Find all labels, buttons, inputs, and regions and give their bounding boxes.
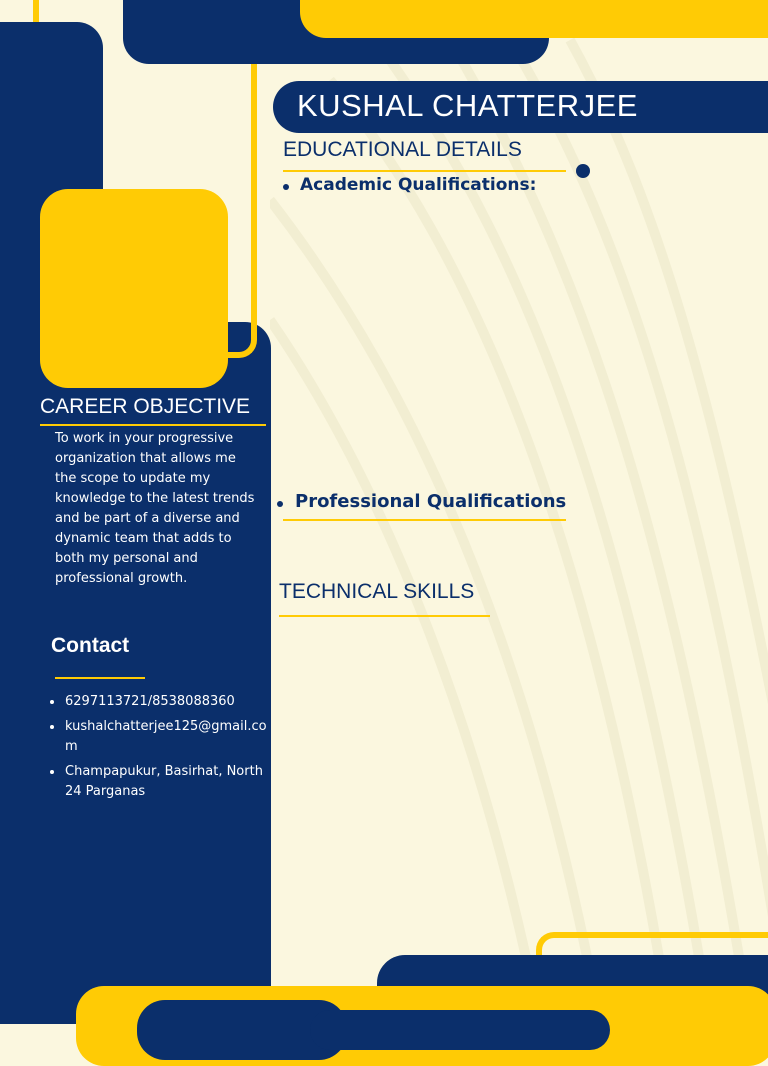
left-panel bbox=[0, 322, 271, 1024]
candidate-name: KUSHAL CHATTERJEE bbox=[297, 88, 638, 123]
bullet-icon bbox=[50, 725, 54, 729]
bullet-icon bbox=[50, 770, 54, 774]
bullet-icon bbox=[277, 501, 283, 507]
contact-email-item bbox=[48, 717, 270, 757]
contact-address: Champapukur, Basirhat, North 24 Parganas bbox=[65, 764, 263, 799]
contact-address-item bbox=[48, 762, 270, 802]
contact-underline bbox=[55, 677, 145, 679]
contact-heading: Contact bbox=[51, 634, 130, 657]
contact-phone: 6297113721/8538088360 bbox=[65, 694, 235, 709]
photo-placeholder bbox=[40, 189, 228, 388]
bullet-icon bbox=[50, 700, 54, 704]
educational-details-heading: EDUCATIONAL DETAILS bbox=[283, 138, 522, 161]
technical-skills-heading: TECHNICAL SKILLS bbox=[279, 580, 475, 603]
top-left-accent-line bbox=[33, 0, 39, 22]
professional-qualifications-label: Professional Qualifications bbox=[295, 491, 567, 512]
academic-qualifications-label: Academic Qualifications: bbox=[300, 175, 537, 195]
technical-skills-underline bbox=[279, 615, 490, 617]
career-objective-text: To work in your progressive organization that allows me the scope to update my knowledge to the latest trends and be part of a diverse and dynamic team that adds to both my personal and professional growth. bbox=[55, 431, 255, 586]
bullet-icon bbox=[283, 184, 289, 190]
educational-details-underline bbox=[283, 170, 566, 172]
professional-qualifications-underline bbox=[283, 519, 566, 521]
decorative-dot bbox=[576, 164, 590, 178]
top-yellow-shape bbox=[300, 0, 768, 38]
contact-email: kushalchatterjee125@gmail.com bbox=[65, 719, 267, 754]
career-objective-underline bbox=[40, 424, 266, 426]
contact-phone-item bbox=[48, 692, 270, 712]
contact-list bbox=[48, 692, 270, 807]
bottom-navy-center-shape bbox=[310, 1010, 610, 1050]
career-objective-heading: CAREER OBJECTIVE bbox=[40, 395, 251, 418]
